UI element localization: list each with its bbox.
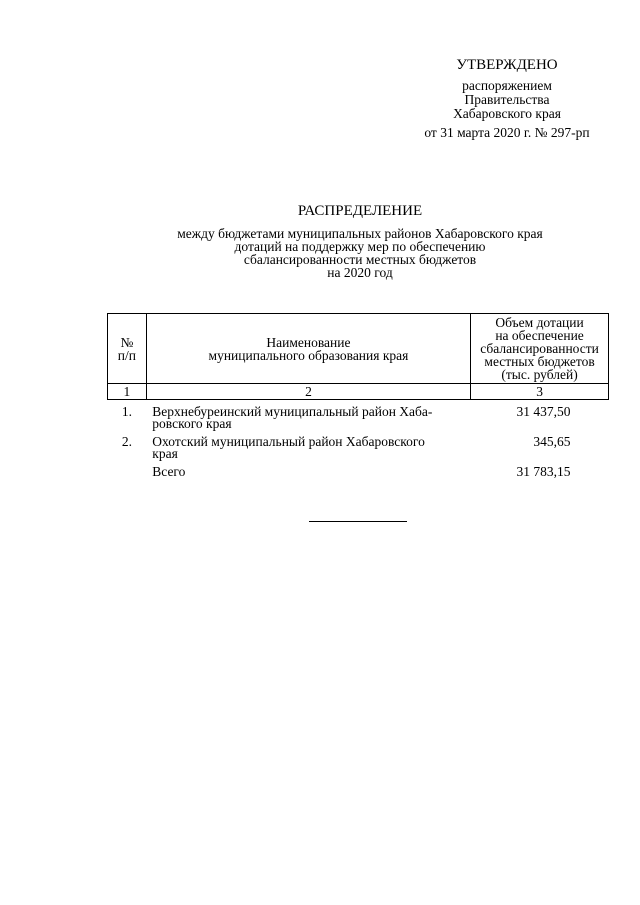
document-heading: РАСПРЕДЕЛЕНИЕ [297,203,423,219]
closing-separator-line [309,521,407,522]
distribution-table [107,313,609,478]
subtitle-line-1: между бюджетами муниципальных районов Хабаровского края [177,226,543,241]
row-number: 1. [121,404,132,419]
header-number: № п/п [108,314,147,384]
column-number-2: 2 [146,384,470,400]
subtitle-line-3: сбалансированности местных бюджетов [243,252,477,267]
approval-line-region: Хабаровского края [453,106,561,121]
table-row [108,430,609,460]
table-header-row [108,314,609,384]
table-total-row [108,460,609,478]
header-amount: Объем дотации на обеспечение сбалансированности местных бюджетов (тыс. рублей) [471,314,609,384]
document-title-block [100,204,620,279]
row-amount: 345,65 [533,434,571,449]
row-amount: 31 437,50 [516,404,571,419]
total-label: Всего [152,464,186,479]
approval-date-number: от 31 марта 2020 г. № 297-рп [424,125,590,140]
subtitle-line-2: дотаций на поддержку мер по обеспечению [234,239,486,254]
row-municipality: Верхнебуреинский муниципальный район Хаба- ровского края [152,404,433,431]
subtitle-line-4: на 2020 год [327,265,393,280]
approval-stamp: УТВЕРЖДЕНО [456,57,558,73]
approval-block [392,58,622,140]
table-row [108,400,609,431]
row-municipality: Охотский муниципальный район Хабаровского края [152,434,425,461]
header-municipality: Наименование муниципального образования края [146,314,470,384]
total-amount: 31 783,15 [516,464,571,479]
column-number-row [108,384,609,400]
row-number: 2. [121,434,132,449]
approval-line-government: Правительства [464,92,550,107]
approval-line-order: распоряжением [462,78,552,93]
column-number-1: 1 [108,384,147,400]
column-number-3: 3 [471,384,609,400]
